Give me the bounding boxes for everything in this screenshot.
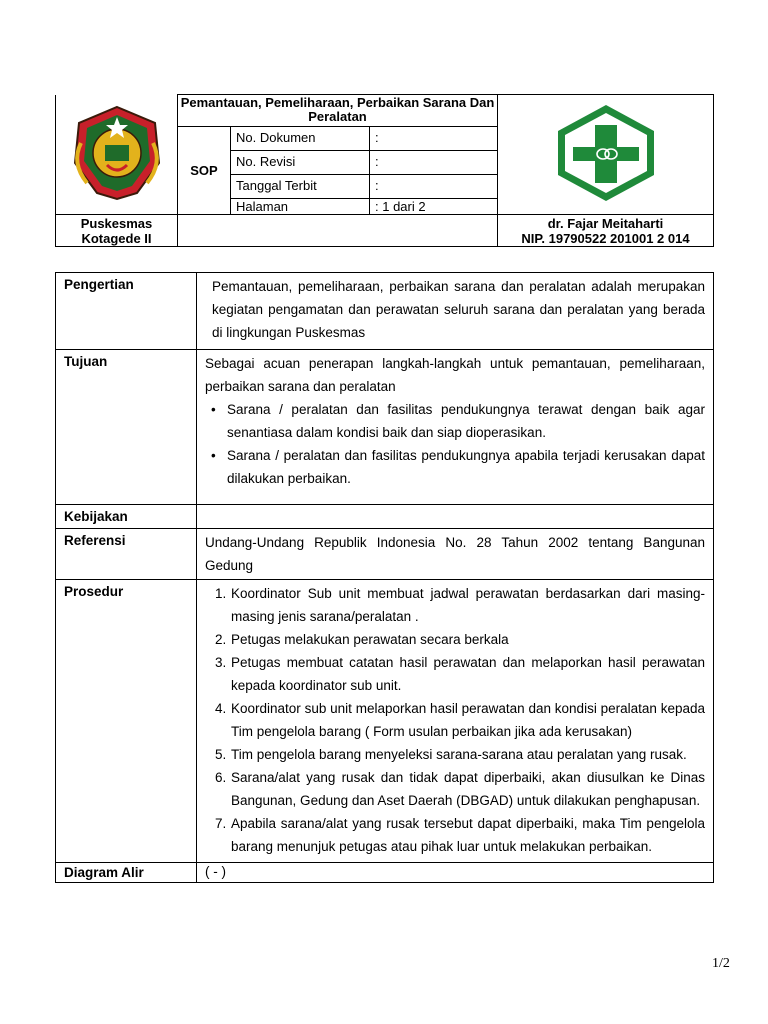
step-number: 1.	[215, 586, 227, 601]
list-item	[205, 743, 705, 766]
step-text: Koordinator Sub unit membuat jadwal perawatan berdasarkan dari masing- masing jenis sarana/peralatan .	[231, 586, 705, 624]
list-item	[205, 444, 705, 490]
row-referensi	[56, 529, 714, 580]
list-item	[205, 628, 705, 651]
field-value-no-dokumen: :	[370, 127, 498, 151]
row-tujuan	[56, 350, 714, 505]
list-item	[205, 651, 705, 697]
organization-name	[56, 215, 178, 247]
emblem-cell	[56, 95, 178, 215]
step-number: 6.	[215, 770, 227, 785]
list-item	[205, 766, 705, 812]
label-pengertian: Pengertian	[56, 273, 197, 350]
row-pengertian	[56, 273, 714, 350]
step-text: Petugas membuat catatan hasil perawatan dan melaporkan hasil perawatan kepada koordinator sub unit.	[231, 655, 705, 693]
text-kebijakan	[197, 505, 714, 529]
label-kebijakan: Kebijakan	[56, 505, 197, 529]
list-item	[205, 697, 705, 743]
step-number: 3.	[215, 655, 227, 670]
text-tujuan-intro: Sebagai acuan penerapan langkah-langkah untuk pemantauan, pemeliharaan, perbaikan sarana dan peralatan	[205, 356, 705, 394]
step-text: Koordinator sub unit melaporkan hasil perawatan dan kondisi peralatan kepada Tim pengelola barang ( Form usulan perbaikan jika ada kerusakan)	[231, 701, 705, 739]
text-referensi: Undang-Undang Republik Indonesia No. 28 Tahun 2002 tentang Bangunan Gedung	[197, 529, 714, 580]
field-value-halaman: : 1 dari 2	[370, 199, 498, 215]
organization-line-2: Kotagede II	[81, 231, 152, 246]
tujuan-bullet-list	[205, 398, 705, 490]
bullet-text: Sarana / peralatan dan fasilitas pendukungnya apabila terjadi kerusakan dapat dilakukan perbaikan.	[227, 448, 705, 486]
list-item	[205, 812, 705, 858]
field-value-tanggal-terbit: :	[370, 175, 498, 199]
row-diagram-alir	[56, 863, 714, 883]
bullet-text: Sarana / peralatan dan fasilitas pendukungnya terawat dengan baik agar senantiasa dalam kondisi baik dan siap dioperasikan.	[227, 402, 705, 440]
organization-line-1: Puskesmas	[80, 216, 153, 231]
signer-block	[498, 215, 714, 247]
label-diagram-alir: Diagram Alir	[56, 863, 197, 883]
text-pengertian: Pemantauan, pemeliharaan, perbaikan sarana dan peralatan adalah merupakan kegiatan pengamatan dan perawatan seluruh sarana dan peralatan yang berada di lingkungan Puskesmas	[197, 273, 714, 350]
list-item	[205, 398, 705, 444]
step-text: Petugas melakukan perawatan secara berkala	[231, 632, 509, 647]
row-prosedur	[56, 580, 714, 863]
bullet-icon: •	[211, 402, 216, 417]
prosedur-steps	[205, 582, 705, 858]
label-prosedur: Prosedur	[56, 580, 197, 863]
content-tujuan	[197, 350, 714, 505]
logo-cell	[498, 95, 714, 215]
field-value-no-revisi: :	[370, 151, 498, 175]
signer-nip: NIP. 19790522 201001 2 014	[521, 231, 690, 246]
step-text: Tim pengelola barang menyeleksi sarana-sarana atau peralatan yang rusak.	[231, 747, 687, 762]
sop-label: SOP	[178, 127, 231, 215]
text-diagram-alir: ( - )	[197, 863, 714, 883]
document-title: Pemantauan, Pemeliharaan, Perbaikan Sarana Dan Peralatan	[178, 95, 498, 127]
label-tujuan: Tujuan	[56, 350, 197, 505]
signer-name: dr. Fajar Meitaharti	[547, 216, 664, 231]
step-number: 2.	[215, 632, 227, 647]
step-number: 4.	[215, 701, 227, 716]
field-label-no-revisi: No. Revisi	[231, 151, 370, 175]
sop-content-table	[55, 272, 714, 883]
list-item	[205, 582, 705, 628]
step-number: 5.	[215, 747, 227, 762]
puskesmas-logo-icon	[553, 103, 659, 203]
row-kebijakan	[56, 505, 714, 529]
content-prosedur	[197, 580, 714, 863]
step-text: Apabila sarana/alat yang rusak tersebut dapat diperbaiki, maka Tim pengelola barang menunjuk petugas atau pihak luar untuk melakukan perbaikan.	[231, 816, 705, 854]
label-referensi: Referensi	[56, 529, 197, 580]
header-table	[55, 94, 714, 247]
step-text: Sarana/alat yang rusak dan tidak dapat diperbaiki, akan diusulkan ke Dinas Bangunan, Gedung dan Aset Daerah (DBGAD) untuk dilakukan penghapusan.	[231, 770, 705, 808]
field-label-tanggal-terbit: Tanggal Terbit	[231, 175, 370, 199]
step-number: 7.	[215, 816, 227, 831]
empty-cell	[178, 215, 498, 247]
field-label-no-dokumen: No. Dokumen	[231, 127, 370, 151]
field-label-halaman: Halaman	[231, 199, 370, 215]
bullet-icon: •	[211, 448, 216, 463]
kota-yogyakarta-emblem-icon	[67, 103, 167, 203]
page-number: 1/2	[712, 956, 730, 971]
